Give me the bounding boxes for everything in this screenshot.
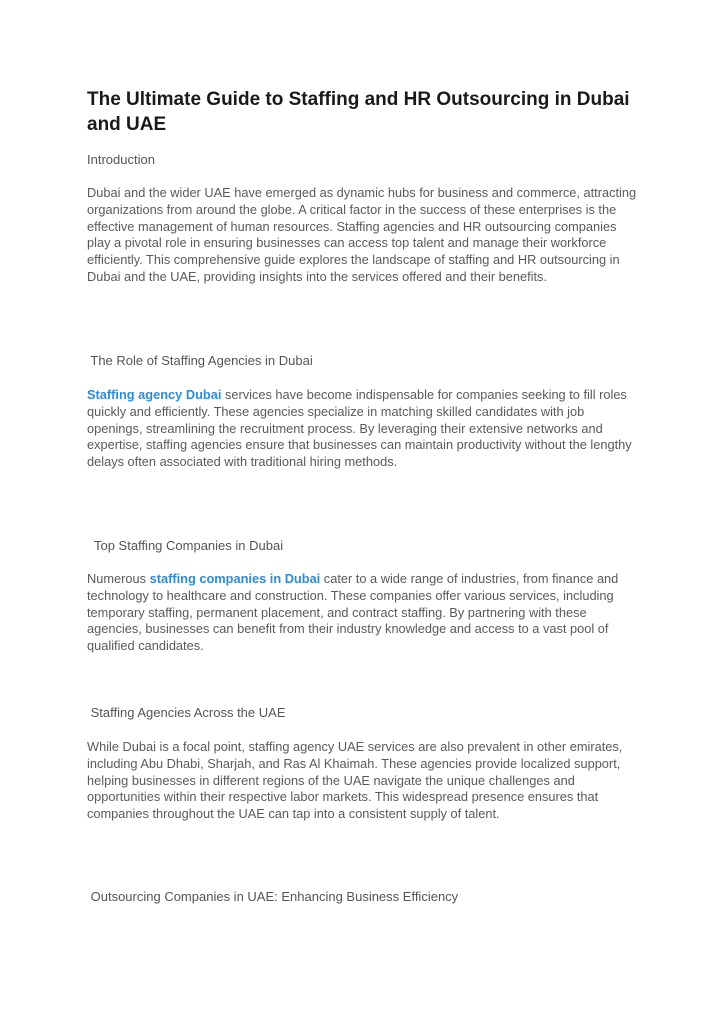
staffing-agency-dubai-link[interactable]: Staffing agency Dubai <box>87 387 222 402</box>
staffing-companies-in-dubai-link[interactable]: staffing companies in Dubai <box>149 571 321 586</box>
paragraph-text: cater to a wide range of industries, from finance and technology to healthcare and construction. These companies offer various services, including temporary staffing, permanent placement, and contract staffing. By partnering with these agencies, businesses can benefit from their industry knowledge and access to a vast pool of qualified candidates. <box>87 571 619 654</box>
intro-paragraph: Dubai and the wider UAE have emerged as dynamic hubs for business and commerce, attracting organizations from around the globe. A critical factor in the success of these enterprises is the effective management of human resources. Staffing agencies and HR outsourcing companies play a pivotal role in ensuring businesses can access top talent and manage their workforce efficiently. This comprehensive guide explores the landscape of staffing and HR outsourcing in Dubai and the UAE, providing insights into the services offered and their benefits. <box>87 185 637 284</box>
intro-heading: Introduction <box>87 152 155 167</box>
section-heading-staffing-agencies-uae: Staffing Agencies Across the UAE <box>87 705 286 720</box>
section-heading-outsourcing-companies-uae: Outsourcing Companies in UAE: Enhancing Business Efficiency <box>87 889 459 904</box>
section-heading-role-of-staffing-agencies: The Role of Staffing Agencies in Dubai <box>87 353 313 368</box>
section-heading-top-staffing-companies: Top Staffing Companies in Dubai <box>87 538 284 553</box>
section-paragraph-role-of-staffing-agencies <box>87 387 637 471</box>
section-paragraph-staffing-agencies-uae: While Dubai is a focal point, staffing agency UAE services are also prevalent in other emirates, including Abu Dhabi, Sharjah, and Ras Al Khaimah. These agencies provide localized support, helping businesses in different regions of the UAE navigate the unique challenges and opportunities within their respective labor markets. This widespread presence ensures that companies throughout the UAE can tap into a consistent supply of talent. <box>87 739 623 822</box>
paragraph-text: services have become indispensable for companies seeking to fill roles quickly and efficiently. These agencies specialize in matching skilled candidates with job openings, streamlining the recruitment process. By leveraging their extensive networks and expertise, staffing agencies ensure that businesses can maintain productivity without the lengthy delays often associated with traditional hiring methods. <box>87 387 632 470</box>
page-title: The Ultimate Guide to Staffing and HR Outsourcing in Dubai and UAE <box>87 89 630 135</box>
paragraph-text: Numerous <box>87 571 150 586</box>
section-paragraph-top-staffing-companies <box>87 571 637 655</box>
